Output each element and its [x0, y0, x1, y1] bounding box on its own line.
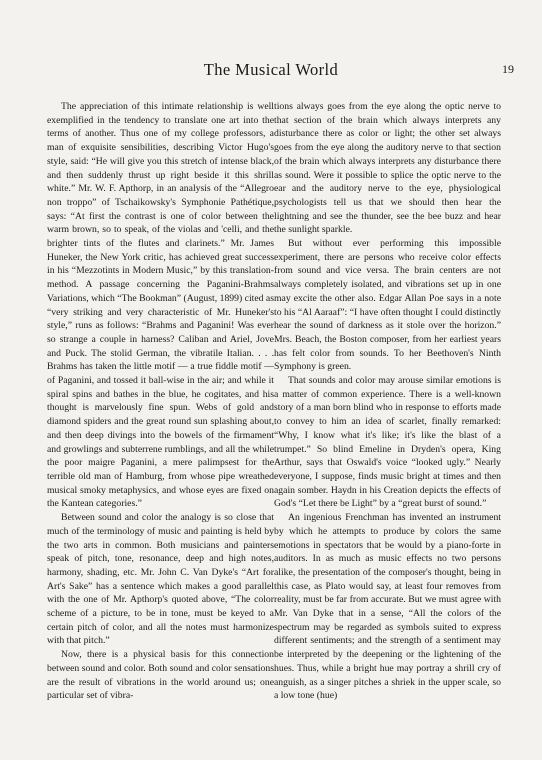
paragraph: That sounds and color may arouse similar emotions is a matter of common experience. There is a well-known story of a man born blind who in response to efforts made to convey to him an idea of scarlet, finally remarked: “Why, I know what it's like; it's like the blast of a trumpet.” So blind Emeline in Dryden's opera, King Arthur, says that Oswald's voice “looked ugly.” Nearly everyone, I suppose, finds music bright at times and then again somber. Haydn in his Creation depicts the effects of God's “Let there be Light” by a “great burst of sound.” [274, 375, 501, 510]
paragraph: An ingenious Frenchman has invented an instrument by which he attempts to produce by colors the same emotions in spectators that be would by a piano-forte in auditors. In as much as music effects no two persons alike, the presentation of the composer's thought, being in this case, as Plato would say, at least four removes from reality, must be far from accurate. But we must agree with Mr. Van Dyke that in a sense, “All the colors of the spectrum may be regarded as symbols suited to express different sentiments; and the strength of a sentiment may be interpreted by the deepening or the lightening of the hues. Thus, while a bright hue may portray a shrill cry of anguish, as a singer pitches a shriek in the upper scale, so a low tone (hue) [274, 512, 501, 702]
left-column [47, 100, 274, 703]
right-column [274, 100, 501, 703]
paragraph-continued: tions always goes from the eye along the optic nerve to that section of the brain which always interprets any disturbance there as color or light; the other set always goes from the eye along the auditory nerve to that section of the brain which always interprets any disturbance there as sound. Were it possible to splice the optic nerve to the ear and the auditory nerve to the eye, physiological psychologists tell us that we should then hear the lightning and see the thunder, see the bee buzz and hear the sunlight sparkle. [274, 101, 501, 236]
paragraph: But without ever performing this impossible experiment, there are persons who receive color effects from sound and vice versa. The brain centers are not always completely isolated, and vibrations set up in one may excite the other also. Edgar Allan Poe says in a note to his “Al Aaraaf”: “I have often thought I could distinctly hear the sound of darkness as it stole over the horizon.” Mrs. Beach, the Boston composer, from her earliest years has felt color from sounds. To her Beethoven's Ninth Symphony is green. [274, 238, 501, 373]
paragraph: The appreciation of this intimate relationship is well exemplified in the tendency to translate one art into the terms of another. Thus one of my college professors, a man of exquisite sensibilities, describing Victor Hugo's style, said: “He will give you this stretch of intense black, and then suddenly thrust up right beside it this shrill white.” Mr. W. F. Apthorp, in an analysis of the “Allegro non troppo” of Tschaikowsky's Symphonie Pathétique, says: “At first the contrast is one of color between the warm brown, so to speak, of the violas and 'celli, and the brighter tints of the flutes and clarinets.” Mr. James Huneker, the New York critic, has achieved great success in his “Mezzotints in Modern Music,” by this translation-method. A passage concerning the Paganini-Brahms Variations, which “The Bookman” (August, 1899) cited as “very striking and very characteristic of Mr. Huneker's style,” runs as follows: “Brahms and Paganini! Was ever so strange a couple in harness? Caliban and Ariel, Jove and Puck. The stolid German, the vibratile Italian. . . . Brahms has taken the little motif — a true fiddle motif — of Paganini, and tossed it ball-wise in the air; and while it spiral spins and bathes in the blue, he cogitates, and his thought is marvelously fine spun. Webs of gold and diamond spiders and the great round sun splashing about, and then deep divings into the bowels of the firmament and growlings and subterrene rumblings, and all the while the poor maigre Paganini, a mere palimpsest for the terrible old man of Hamburg, from whose pipe wreathed musical smoky metaphysics, and whose eyes are fixed on the Kantean categories.” [47, 101, 274, 510]
page-number: 19 [502, 62, 514, 76]
paragraph: Now, there is a physical basis for this connection between sound and color. Both sound and color sensations are the result of vibrations in the world around us; one particular set of vibra- [47, 649, 274, 702]
paragraph: Between sound and color the analogy is so close that much of the terminology of music and painting is held by the two arts in common. Both musicians and painters speak of pitch, tone, resonance, deep and high notes, harmony, shading, etc. Mr. John C. Van Dyke's “Art for Art's Sake” has a sentence which makes a good parallel with the one of Mr. Apthorp's quoted above, “The color scheme of a picture, to be in tone, must be keyed to a certain pitch of color, and all the notes must harmonize with that pitch.” [47, 512, 274, 647]
running-title: The Musical World [203, 60, 339, 79]
